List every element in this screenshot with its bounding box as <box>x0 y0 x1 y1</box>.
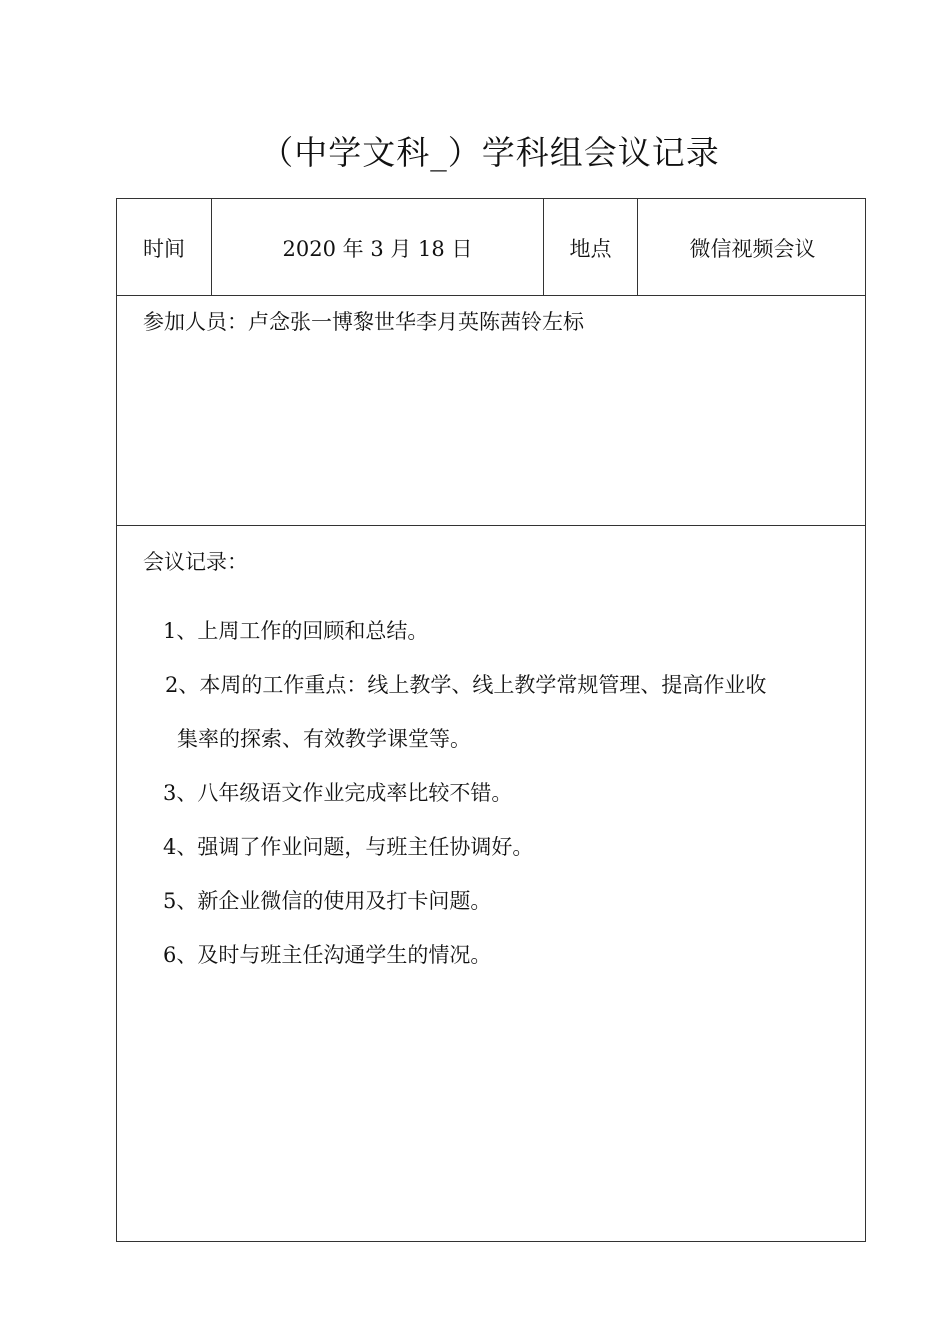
time-value: 2020 年 3 月 18 日 <box>212 199 544 296</box>
meeting-record-table <box>116 198 866 1242</box>
place-label: 地点 <box>544 199 638 296</box>
attendees-label: 参加人员： <box>143 310 248 334</box>
minutes-item-5: 5、新企业微信的使用及打卡问题。 <box>163 889 492 913</box>
minutes-row <box>117 526 865 1241</box>
time-label: 时间 <box>117 199 212 296</box>
attendees-names: 卢念张一博黎世华李月英陈茜铃左标 <box>248 310 584 334</box>
minutes-item-2-line-1: 2、本周的工作重点：线上教学、线上教学常规管理、提高作业收 <box>165 673 767 697</box>
minutes-item-2 <box>163 658 853 766</box>
attendees-line <box>143 308 584 336</box>
minutes-list <box>163 604 853 982</box>
minutes-item-1: 1、上周工作的回顾和总结。 <box>163 619 429 643</box>
minutes-label: 会议记录： <box>143 550 248 574</box>
attendees-row <box>117 296 865 526</box>
minutes-item-6: 6、及时与班主任沟通学生的情况。 <box>163 943 492 967</box>
meta-row <box>117 199 865 296</box>
document-title: （中学文科_）学科组会议记录 <box>260 133 720 172</box>
minutes-item-3: 3、八年级语文作业完成率比较不错。 <box>163 781 513 805</box>
place-value: 微信视频会议 <box>689 236 816 261</box>
minutes-item-2-line-2: 集率的探索、有效教学课堂等。 <box>177 727 471 751</box>
minutes-item-4: 4、强调了作业问题，与班主任协调好。 <box>163 835 534 859</box>
